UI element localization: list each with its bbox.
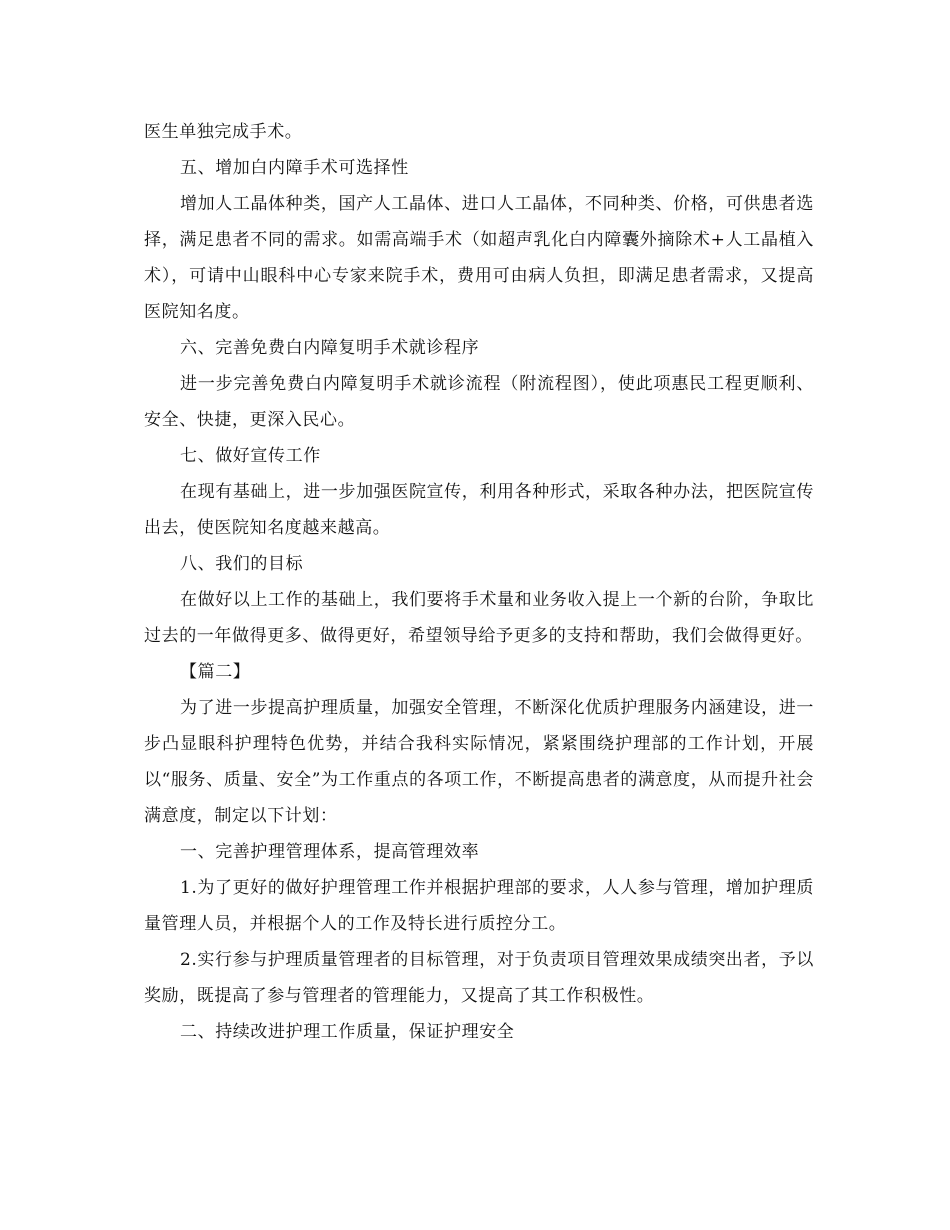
paragraph-item-2: 2.实行参与护理质量管理者的目标管理，对于负责项目管理效果成绩突出者，予以奖励，既提高了参与管理者的管理能力，又提高了其工作积极性。 [144,950,814,1006]
section-heading-6: 六、完善免费白内障复明手术就诊程序 [180,338,480,358]
paragraph-intraocular-lens: 增加人工晶体种类，国产人工晶体、进口人工晶体，不同种类、价格，可供患者选择，满足患者不同的需求。如需高端手术（如超声乳化白内障囊外摘除术+人工晶植入术），可请中山眼科中心专家来院手术，费用可由病人负担，即满足患者需求，又提高医院知名度。 [144,194,814,322]
paragraph-item-1: 1.为了更好的做好护理管理工作并根据护理部的要求，人人参与管理，增加护理质量管理人员，并根据个人的工作及特长进行质控分工。 [144,878,814,934]
section-heading-2: 二、持续改进护理工作质量，保证护理安全 [180,1022,515,1042]
paragraph-part-two-intro: 为了进一步提高护理质量，加强安全管理，不断深化优质护理服务内涵建设，进一步凸显眼科护理特色优势，并结合我科实际情况，紧紧围绕护理部的工作计划，开展以“服务、质量、安全”为工作重点的各项工作，不断提高患者的满意度，从而提升社会满意度，制定以下计划： [144,698,814,826]
paragraph-publicity: 在现有基础上，进一步加强医院宣传，利用各种形式，采取各种办法，把医院宣传出去，使医院知名度越来越高。 [144,482,814,538]
section-heading-7: 七、做好宣传工作 [180,446,321,466]
section-heading-8: 八、我们的目标 [180,554,304,574]
paragraph-procedure: 进一步完善免费白内障复明手术就诊流程（附流程图），使此项惠民工程更顺利、安全、快捷，更深入民心。 [144,374,814,430]
part-two-heading: 【篇二】 [180,662,251,682]
paragraph-goals: 在做好以上工作的基础上，我们要将手术量和业务收入提上一个新的台阶，争取比过去的一年做得更多、做得更好，希望领导给予更多的支持和帮助，我们会做得更好。 [144,590,814,646]
paragraph-continuation: 医生单独完成手术。 [144,122,303,142]
section-heading-5: 五、增加白内障手术可选择性 [180,158,409,178]
section-heading-1: 一、完善护理管理体系，提高管理效率 [180,842,480,862]
document-body [144,114,814,1050]
